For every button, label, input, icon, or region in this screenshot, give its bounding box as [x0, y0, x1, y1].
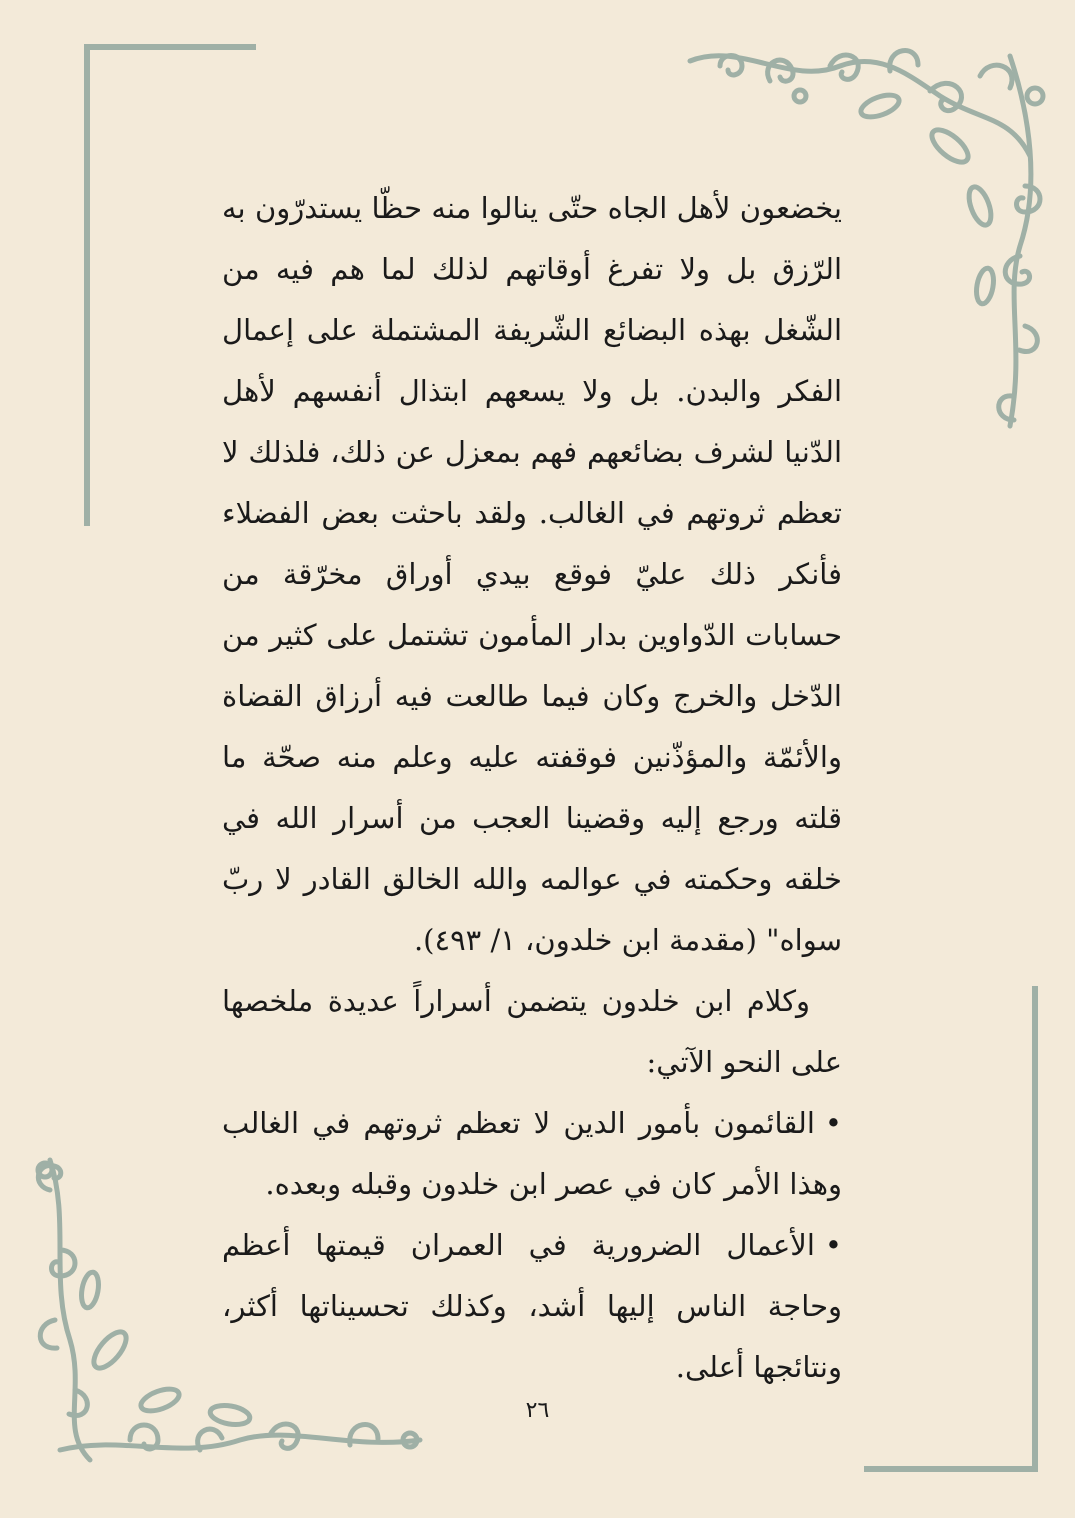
bullet-item-2: [222, 1215, 842, 1398]
bullet-dot-icon: •: [824, 1228, 842, 1262]
document-body: [222, 178, 842, 1398]
bullet-item-1: [222, 1093, 842, 1215]
frame-top-left-horizontal: [84, 44, 256, 50]
frame-bottom-right-horizontal: [864, 1466, 1038, 1472]
bullet-dot-icon: •: [824, 1106, 842, 1140]
bullet-text-1: القائمون بأمور الدين لا تعظم ثروتهم في الغالب وهذا الأمر كان في عصر ابن خلدون وقبله وبعده.: [222, 1106, 842, 1201]
page-number: ٢٦: [525, 1398, 550, 1423]
bullet-text-2: الأعمال الضرورية في العمران قيمتها أعظم وحاجة الناس إليها أشد، وكذلك تحسيناتها أكثر، ونتائجها أعلى.: [222, 1228, 842, 1384]
paragraph-2: وكلام ابن خلدون يتضمن أسراراً عديدة ملخصها على النحو الآتي:: [222, 984, 842, 1079]
frame-top-left-vertical: [84, 44, 90, 526]
paragraph-1: يخضعون لأهل الجاه حتّى ينالوا منه حظّا يستدرّون به الرّزق بل ولا تفرغ أوقاتهم لذلك لما هم فيه من الشّغل بهذه البضائع الشّريفة المشتملة على إعمال الفكر والبدن. بل ولا يسعهم ابتذال أنفسهم لأهل الدّنيا لشرف بضائعهم فهم بمعزل عن ذلك، فلذلك لا تعظم ثروتهم في الغالب. ولقد باحثت بعض الفضلاء فأنكر ذلك عليّ فوقع بيدي أوراق مخرّقة من حسابات الدّواوين بدار المأمون تشتمل على كثير من الدّخل والخرج وكان فيما طالعت فيه أرزاق القضاة والأئمّة والمؤذّنين فوقفته عليه وعلم منه صحّة ما قلته ورجع إليه وقضينا العجب من أسرار الله في خلقه وحكمته في عوالمه والله الخالق القادر لا ربّ سواه" (مقدمة ابن خلدون، ١/ ٤٩٣).: [222, 191, 842, 957]
